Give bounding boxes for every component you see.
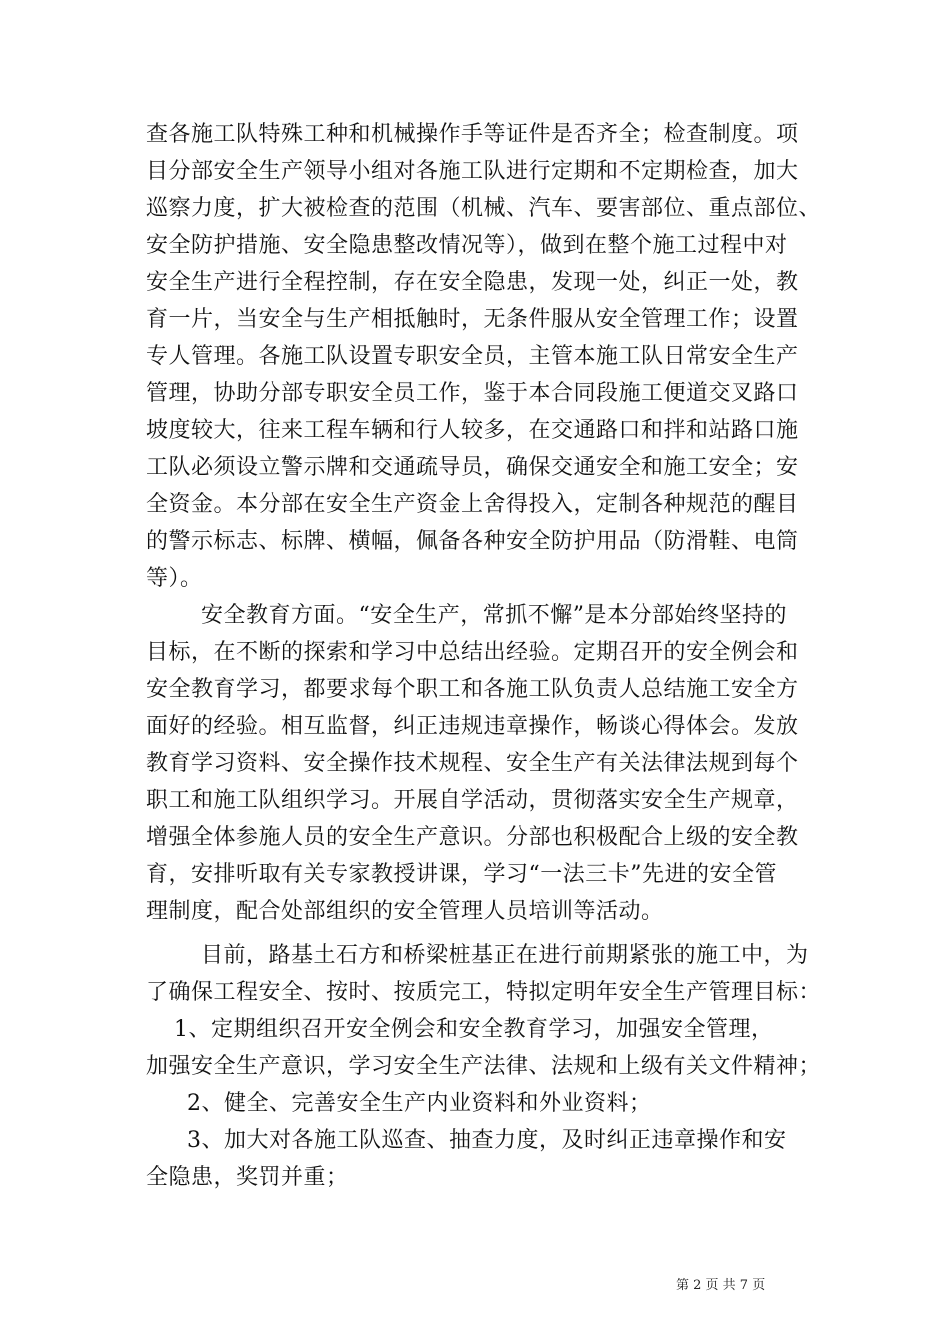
text-line: 育，安排听取有关专家教授讲课，学习“一法三卡”先进的安全管 xyxy=(146,862,777,887)
text-line: 安全生产进行全程控制，存在安全隐患，发现一处，纠正一处，教 xyxy=(146,270,799,295)
text-line: 职工和施工队组织学习。开展自学活动，贯彻落实安全生产规章， xyxy=(146,788,799,813)
text-line: 安全教育学习，都要求每个职工和各施工队负责人总结施工安全方 xyxy=(146,677,799,702)
text-line: 加强安全生产意识，学习安全生产法律、法规和上级有关文件精神； xyxy=(146,1054,822,1079)
page-number: 第 2 页 共 7 页 xyxy=(676,1278,766,1293)
text-line: 全资金。本分部在安全生产资金上舍得投入，定制各种规范的醒目 xyxy=(146,492,799,517)
text-line: 全隐患，奖罚并重； xyxy=(146,1165,349,1190)
text-line: 工队必须设立警示牌和交通疏导员，确保交通安全和施工安全；安 xyxy=(146,455,799,480)
text-line: 的警示标志、标牌、横幅，佩备各种安全防护用品（防滑鞋、电筒 xyxy=(146,529,799,554)
text-line: 巡察力度，扩大被检查的范围（机械、汽车、要害部位、重点部位、 xyxy=(146,196,822,221)
text-line: 等）。 xyxy=(146,566,203,591)
text-line: 增强全体参施人员的安全生产意识。分部也积极配合上级的安全教 xyxy=(146,825,799,850)
text-line: 安全教育方面。“安全生产，常抓不懈”是本分部始终坚持的 xyxy=(201,603,787,628)
text-line: 1、定期组织召开安全例会和安全教育学习，加强安全管理， xyxy=(174,1017,774,1042)
text-line: 目分部安全生产领导小组对各施工队进行定期和不定期检查，加大 xyxy=(146,159,799,184)
text-line: 了确保工程安全、按时、按质完工，特拟定明年安全生产管理目标： xyxy=(146,980,822,1005)
text-line: 专人管理。各施工队设置专职安全员，主管本施工队日常安全生产 xyxy=(146,344,799,369)
text-line: 理制度，配合处部组织的安全管理人员培训等活动。 xyxy=(146,899,664,924)
text-line: 坡度较大，往来工程车辆和行人较多，在交通路口和拌和站路口施 xyxy=(146,418,799,443)
text-line: 查各施工队特殊工种和机械操作手等证件是否齐全；检查制度。项 xyxy=(146,122,799,147)
text-line: 2、健全、完善安全生产内业资料和外业资料； xyxy=(187,1091,652,1116)
text-line: 目前，路基土石方和桥梁桩基正在进行前期紧张的施工中，为 xyxy=(201,943,809,968)
text-line: 育一片，当安全与生产相抵触时，无条件服从安全管理工作；设置 xyxy=(146,307,799,332)
text-line: 管理，协助分部专职安全员工作，鉴于本合同段施工便道交叉路口 xyxy=(146,381,799,406)
text-line: 3、加大对各施工队巡查、抽查力度，及时纠正违章操作和安 xyxy=(187,1128,787,1153)
text-line: 教育学习资料、安全操作技术规程、安全生产有关法律法规到每个 xyxy=(146,751,799,776)
text-line: 面好的经验。相互监督，纠正违规违章操作，畅谈心得体会。发放 xyxy=(146,714,799,739)
text-line: 目标，在不断的探索和学习中总结出经验。定期召开的安全例会和 xyxy=(146,640,799,665)
text-line: 安全防护措施、安全隐患整改情况等），做到在整个施工过程中对 xyxy=(146,233,788,258)
